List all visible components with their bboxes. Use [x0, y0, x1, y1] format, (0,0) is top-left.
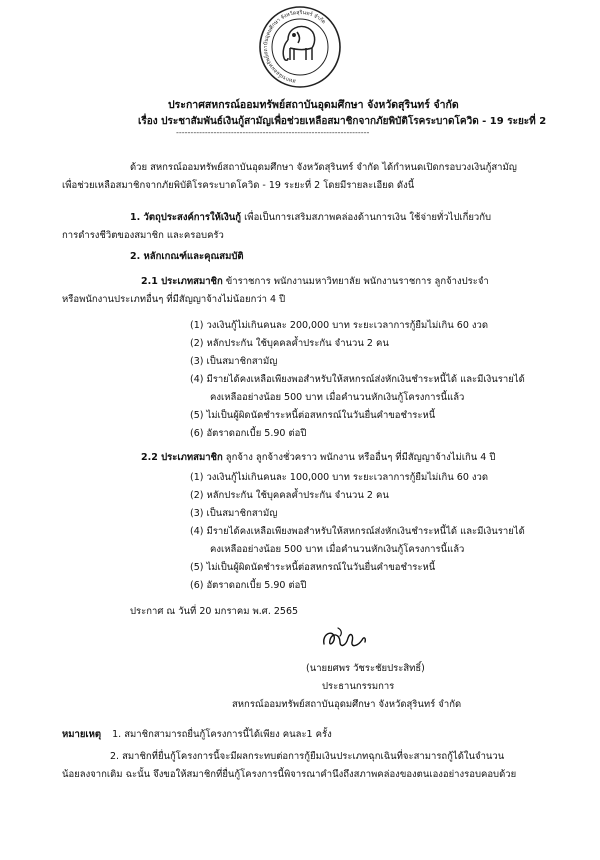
list-item: คงเหลืออย่างน้อย 500 บาท เมื่อคำนวนหักเงินกู้โครงการนี้แล้ว — [210, 392, 465, 403]
section-1-line-1 — [130, 210, 491, 225]
remark-item-2a: 2. สมาชิกที่ยื่นกู้โครงการนี้จะมีผลกระทบต่อการกู้ยืมเงินประเภทฉุกเฉินที่จะสามารถกู้ได้ในจำนวน — [110, 751, 505, 762]
section-1-text: เพื่อเป็นการเสริมสภาพคล่องด้านการเงิน ใช้จ่ายทั่วไปเกี่ยวกับ — [244, 212, 492, 223]
sub-22-line-1 — [141, 450, 495, 465]
section-1-title: 1. วัตถุประสงค์การให้เงินกู้ — [130, 212, 242, 223]
section-1-line-2: การดำรงชีวิตของสมาชิก และครอบครัว — [62, 230, 224, 241]
list-item: คงเหลืออย่างน้อย 500 บาท เมื่อคำนวนหักเงินกู้โครงการนี้แล้ว — [210, 544, 465, 555]
sub-22-title: 2.2 ประเภทสมาชิก — [141, 452, 223, 463]
list-item: (6) อัตราดอกเบี้ย 5.90 ต่อปี — [190, 580, 307, 591]
list-item: (6) อัตราดอกเบี้ย 5.90 ต่อปี — [190, 428, 307, 439]
remark-item-2b: น้อยลงจากเดิม ฉะนั้น จึงขอให้สมาชิกที่ยื่นกู้โครงการนี้พิจารณาคำนึงถึงสภาพคล่องของตนเองอย่างรอบคอบด้วย — [62, 769, 517, 780]
announcement-subject: เรื่อง ประชาสัมพันธ์เงินกู้สามัญเพื่อช่วยเหลือสมาชิกจากภัยพิบัติโรคระบาดโควิด - 19 ระยะที่ 2 — [138, 116, 547, 127]
announcement-title: ประกาศสหกรณ์ออมทรัพย์สถาบันอุดมศึกษา จังหวัดสุรินทร์ จำกัด — [168, 99, 459, 111]
list-item: (5) ไม่เป็นผู้ผิดนัดชำระหนี้ต่อสหกรณ์ในวันยื่นคำขอชำระหนี้ — [190, 410, 436, 421]
remark-item-1: 1. สมาชิกสามารถยื่นกู้โครงการนี้ได้เพียง คนละ1 ครั้ง — [112, 729, 332, 740]
list-item: (5) ไม่เป็นผู้ผิดนัดชำระหนี้ต่อสหกรณ์ในวันยื่นคำขอชำระหนี้ — [190, 562, 436, 573]
signature-image — [318, 624, 370, 654]
list-item: (4) มีรายได้คงเหลือเพียงพอสำหรับให้สหกรณ์ส่งหักเงินชำระหนี้ได้ และมีเงินรายได้ — [190, 374, 525, 385]
logo-ring-text: สหกรณ์ออมทรัพย์สถาบันอุดมศึกษา จังหวัดสุรินทร์ จำกัด — [263, 9, 327, 84]
list-item: (2) หลักประกัน ใช้บุคคลค้ำประกัน จำนวน 2 คน — [190, 338, 389, 349]
sub-21-title: 2.1 ประเภทสมาชิก — [141, 276, 223, 287]
remark-label: หมายเหตุ — [62, 729, 102, 740]
list-item: (1) วงเงินกู้ไม่เกินคนละ 100,000 บาท ระยะเวลาการกู้ยืมไม่เกิน 60 งวด — [190, 472, 489, 483]
sub-21-line-1 — [141, 274, 489, 289]
list-item: (2) หลักประกัน ใช้บุคคลค้ำประกัน จำนวน 2 คน — [190, 490, 389, 501]
cooperative-logo — [250, 4, 350, 90]
sub-21-text: ข้าราชการ พนักงานมหาวิทยาลัย พนักงานราชการ ลูกจ้างประจำ — [225, 276, 489, 287]
intro-line-2: เพื่อช่วยเหลือสมาชิกจากภัยพิบัติโรคระบาดโควิด - 19 ระยะที่ 2 โดยมีรายละเอียด ดังนี้ — [62, 180, 415, 191]
signer-organization: สหกรณ์ออมทรัพย์สถาบันอุดมศึกษา จังหวัดสุรินทร์ จำกัด — [232, 699, 462, 710]
elephant-icon — [283, 27, 314, 61]
sub-21-line-2: หรือพนักงานประเภทอื่นๆ ที่มีสัญญาจ้างไม่น้อยกว่า 4 ปี — [62, 294, 286, 305]
intro-line-1: ด้วย สหกรณ์ออมทรัพย์สถาบันอุดมศึกษา จังหวัดสุรินทร์ จำกัด ได้กำหนดเปิดกรอบวงเงินกู้สามัญ — [130, 162, 517, 173]
sub-22-text: ลูกจ้าง ลูกจ้างชั่วคราว พนักงาน หรืออื่นๆ ที่มีสัญญาจ้างไม่เกิน 4 ปี — [225, 452, 496, 463]
list-item: (1) วงเงินกู้ไม่เกินคนละ 200,000 บาท ระยะเวลาการกู้ยืมไม่เกิน 60 งวด — [190, 320, 489, 331]
section-2-title: 2. หลักเกณฑ์และคุณสมบัติ — [130, 251, 244, 262]
list-item: (4) มีรายได้คงเหลือเพียงพอสำหรับให้สหกรณ์ส่งหักเงินชำระหนี้ได้ และมีเงินรายได้ — [190, 526, 525, 537]
remark-line-1 — [62, 727, 332, 742]
signer-name: (นายยศพร วัชระชัยประสิทธิ์) — [306, 663, 425, 674]
signer-position: ประธานกรรมการ — [322, 681, 395, 692]
announcement-date: ประกาศ ณ วันที่ 20 มกราคม พ.ศ. 2565 — [130, 606, 299, 617]
list-item: (3) เป็นสมาชิกสามัญ — [190, 356, 278, 367]
list-item: (3) เป็นสมาชิกสามัญ — [190, 508, 278, 519]
header-divider: ------------------------------------------------------------------- — [176, 128, 370, 137]
